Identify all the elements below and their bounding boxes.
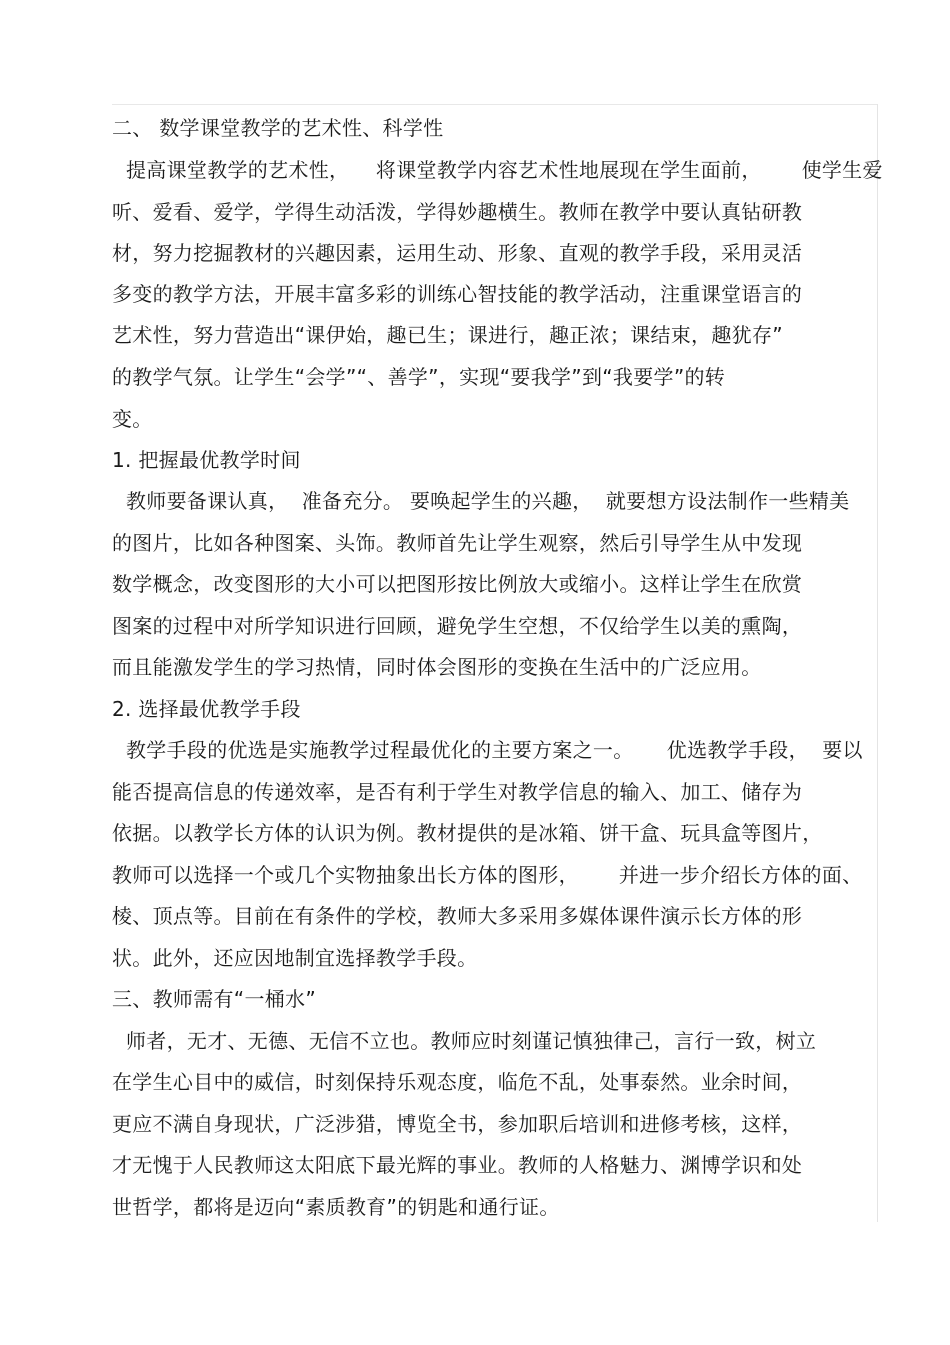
- paragraph-line: 的教学气氛。让学生“会学”“、善学”，实现“要我学”到“我要学”的转: [112, 365, 726, 389]
- top-border-line: [112, 104, 878, 105]
- paragraph-line: 更应不满自身现状，广泛涉猎，博览全书，参加职后培训和进修考核，这样，: [112, 1112, 803, 1136]
- paragraph-line: 图案的过程中对所学知识进行回顾，避免学生空想，不仅给学生以美的熏陶，: [112, 614, 803, 638]
- paragraph-line: 的图片，比如各种图案、头饰。教师首先让学生观察，然后引导学生从中发现: [112, 531, 803, 555]
- paragraph-line: 提高课堂教学的艺术性， 将课堂教学内容艺术性地展现在学生面前， 使学生爱: [126, 158, 883, 182]
- paragraph-line: 艺术性，努力营造出“课伊始，趣已生；课进行，趣正浓；课结束，趣犹存”: [112, 323, 783, 347]
- paragraph-line: 才无愧于人民教师这太阳底下最光辉的事业。教师的人格魅力、渊博学识和处: [112, 1153, 803, 1177]
- paragraph-line: 数学概念，改变图形的大小可以把图形按比例放大或缩小。这样让学生在欣赏: [112, 572, 803, 596]
- paragraph-line: 能否提高信息的传递效率，是否有利于学生对教学信息的输入、加工、储存为: [112, 780, 803, 804]
- paragraph-line: 依据。以教学长方体的认识为例。教材提供的是冰箱、饼干盒、玩具盒等图片，: [112, 821, 823, 845]
- paragraph-line: 棱、顶点等。目前在有条件的学校，教师大多采用多媒体课件演示长方体的形: [112, 904, 803, 928]
- paragraph-line: 听、爱看、爱学，学得生动活泼，学得妙趣横生。教师在教学中要认真钻研教: [112, 200, 803, 224]
- paragraph-line: 世哲学，都将是迈向“素质教育”的钥匙和通行证。: [112, 1195, 560, 1219]
- section-heading: 二、 数学课堂教学的艺术性、科学性: [112, 116, 444, 140]
- paragraph-line: 师者，无才、无德、无信不立也。教师应时刻谨记慎独律己，言行一致，树立: [126, 1029, 817, 1053]
- paragraph-line: 多变的教学方法，开展丰富多彩的训练心智技能的教学活动，注重课堂语言的: [112, 282, 803, 306]
- section-heading: 三、教师需有“一桶水”: [112, 987, 317, 1011]
- paragraph-line: 状。此外，还应因地制宜选择教学手段。: [112, 946, 478, 970]
- paragraph-line: 而且能激发学生的学习热情，同时体会图形的变换在生活中的广泛应用。: [112, 655, 762, 679]
- paragraph-line: 教师要备课认真， 准备充分。 要唤起学生的兴趣， 就要想方设法制作一些精美: [126, 489, 850, 513]
- paragraph-line: 在学生心目中的威信，时刻保持乐观态度，临危不乱，处事泰然。业余时间，: [112, 1070, 803, 1094]
- paragraph-line: 材，努力挖掘教材的兴趣因素，运用生动、形象、直观的教学手段，采用灵活: [112, 241, 803, 265]
- paragraph-line: 变。: [112, 407, 153, 431]
- subsection-heading: 1. 把握最优教学时间: [112, 448, 301, 472]
- right-border-line: [877, 104, 878, 1222]
- paragraph-line: 教师可以选择一个或几个实物抽象出长方体的图形， 并进一步介绍长方体的面、: [112, 863, 863, 887]
- subsection-heading: 2. 选择最优教学手段: [112, 697, 301, 721]
- paragraph-line: 教学手段的优选是实施教学过程最优化的主要方案之一。 优选教学手段， 要以: [126, 738, 863, 762]
